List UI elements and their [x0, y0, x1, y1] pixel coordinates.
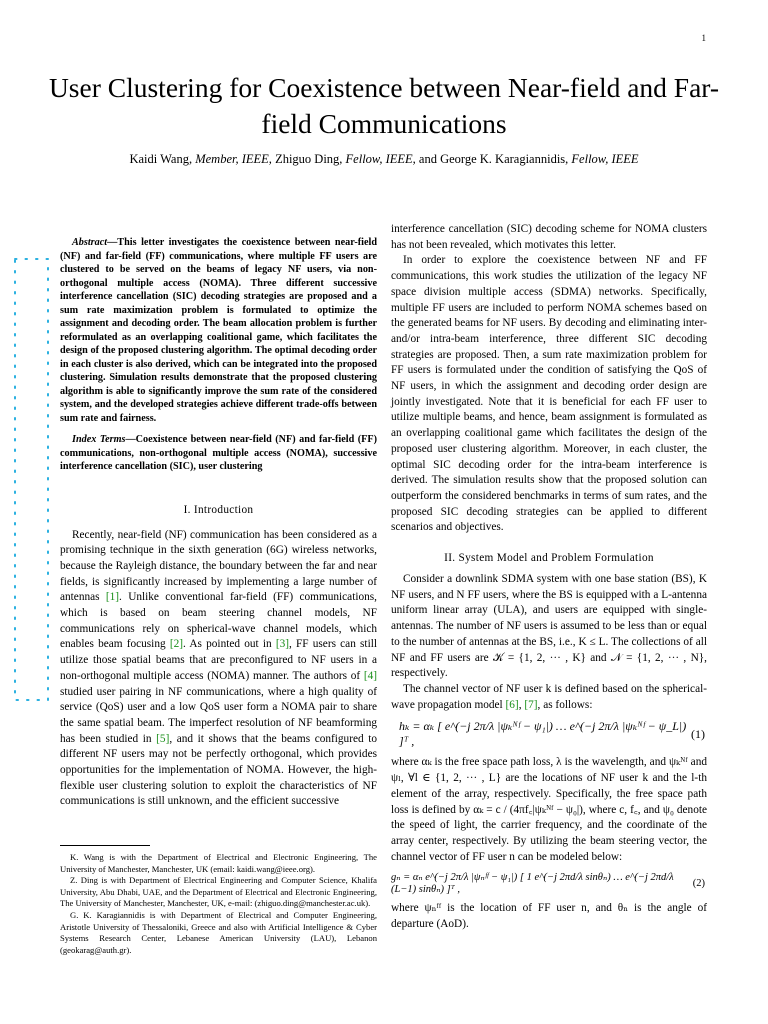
- system-text: ,: [518, 698, 525, 711]
- intro-paragraph-1-continued: interference cancellation (SIC) decoding scheme for NOMA clusters has not been revealed, which motivates this letter.: [391, 223, 707, 251]
- index-terms-text: —Coexistence between near-field (NF) and far-field (FF) communications, non-orthogonal multiple access (NOMA), successive interference cancellation (SIC), user clustering: [60, 434, 377, 472]
- index-terms: [60, 433, 377, 474]
- system-paragraph-3: where αₖ is the free space path loss, λ is the wavelength, and ψₖᴺᶠ and ψₗ, ∀l ∈ {1, 2, ··· , L} are the locations of NF user k and the l-th element of the array, respectively. Specifically, the free space path loss is defined by αₖ = c / (4πf꜀|ψₖᴺᶠ − ψ₀|), where c, f꜀, and ψ₀ denote the speed of light, the carrier frequency, and the coordinate of the array center, respectively. By utilizing the beam steering vector, the channel vector of FF user n can be modeled below:: [391, 756, 707, 863]
- footnote-author-2: Z. Ding is with Department of Electrical Engineering and Computer Science, Khalifa University, Abu Dhabi, UAE, and the Department of Electrical and Electronic Engineering, The University of Manchester, Manchester, UK, e-mail: (zhiguo.ding@manchester.ac.uk).: [60, 875, 377, 909]
- system-paragraph-1: Consider a downlink SDMA system with one base station (BS), K NF users, and N FF users, where the BS is equipped with a L-antenna uniform linear array (ULA), and users are equipped with single-antennas. The number of NF users is assumed to be less than or equal to the number of antennas at the BS, i.e., K ≤ L. The collections of all NF and FF users are 𝒦 = {1, 2, ··· , K} and 𝒩 = {1, 2, ··· , N}, respectively.: [391, 573, 707, 680]
- citation-link[interactable]: [7]: [524, 698, 538, 711]
- footnotes: [60, 852, 377, 956]
- intro-paragraph-2: In order to explore the coexistence between NF and FF communications, this work studies the utilization of the legacy NF space division multiple access (SDMA) networks. Specifically, multiple FF users are included to perform NOMA schemes based on the generated beams for NF users. By decoding and eliminating inter- and/or intra-beam interference, three different SIC decoding strategies are proposed. Then, a sum rate maximization problem for FF users is formulated under the condition of satisfying the QoS of NF users, in which the assignment and decoding order design are jointly investigated. Note that it is beneficial for each FF user to utilize multiple beams, and hence, beam assignment is formulated as an overlapping coalitional game which facilitates the design of the proposed user clustering algorithm. Moreover, in each cluster, the optimal SIC decoding order for the intra-beam interference is derived. The simulation results show that the proposed solution can outperform the considered benchmarks in terms of sum rates, and the proposed SIC decoding strategies can be applied to different scenarios and objectives.: [391, 254, 707, 534]
- intro-text: . As pointed out in: [183, 638, 276, 651]
- right-column: [391, 222, 707, 933]
- author-2-role: Fellow, IEEE,: [345, 152, 416, 166]
- system-paragraph-2: [391, 682, 707, 713]
- citation-link[interactable]: [6]: [505, 698, 519, 711]
- footnote-author-1: K. Wang is with the Department of Electrical and Electronic Engineering, The University of Manchester, Manchester, UK (email: kaidi.wang@ieee.org).: [60, 852, 377, 874]
- author-2: Zhiguo Ding,: [275, 152, 343, 166]
- equation-1-body: hₖ = αₖ [ e^(−j 2π/λ |ψₖᴺᶠ − ψ₁|) … e^(−j 2π/λ |ψₖᴺᶠ − ψ_L|) ]ᵀ ,: [399, 719, 687, 749]
- equation-2-body: gₙ = αₙ e^(−j 2π/λ |ψₙᶠᶠ − ψ₁|) [ 1 e^(−j 2πd/λ sinθₙ) … e^(−j 2πd/λ (L−1) sinθₙ) ]ᵀ ,: [391, 872, 674, 896]
- system-text: , as follows:: [537, 698, 593, 711]
- intro-text: , and it shows that the beams configured to different NF users may not be perfectly orthogonal, which provides opportunities for the implementation of NOMA. However, the high-flexible user clustering solution to exploit the characteristics of NF communications is still unknown, and the efficient successive: [60, 732, 378, 808]
- author-line: [40, 152, 728, 167]
- system-text: The channel vector of NF user k is defined based on the spherical-wave propagation model: [391, 682, 707, 711]
- citation-link[interactable]: [5]: [156, 732, 170, 745]
- paper-title: User Clustering for Coexistence between Near-field and Far-field Communications: [48, 72, 720, 139]
- abstract-text: —This letter investigates the coexistence between near-field (NF) and far-field (FF) communications, where multiple FF users are clustered to be served on the beams of legacy NF users, via non-orthogonal multiple access (NOMA). Three different successive interference cancellation (SIC) decoding strategies are proposed and a sum rate maximization problem is formulated to optimize the assignment and decoding order. The beam allocation problem is further reformulated as an overlapping coalitional game, which facilitates the design of the proposed clustering algorithm. The optimal decoding order in each cluster is also derived, which can be integrated into the proposed clustering. Simulation results demonstrate that the proposed clustering algorithm is able to significantly improve the sum rate of the considered system, and the developed strategies achieve different trade-offs between sum rate and fairness.: [60, 237, 377, 424]
- left-column: [60, 236, 377, 810]
- citation-link[interactable]: [4]: [363, 669, 377, 682]
- footnote-author-3: G. K. Karagiannidis is with Department of Electrical and Computer Engineering, Aristotle University of Thessaloniki, Greece and also with Artificial Intelligence & Cyber Systems Research Center, Lebanese American University (LAU), Lebanon (geokarag@auth.gr).: [60, 909, 377, 955]
- equation-1-number: (1): [691, 726, 705, 741]
- author-1-role: Member, IEEE,: [195, 152, 272, 166]
- intro-text: studied user pairing in NF communications, where a high quality of service (QoS) user and a low QoS user form a NOMA pair to share the same spatial beam. The imperfect resolution of NF beamforming has been studied in: [60, 685, 377, 745]
- section-heading-introduction: I. Introduction: [183, 503, 254, 516]
- intro-paragraph-1: [60, 528, 377, 811]
- citation-link[interactable]: [3]: [275, 638, 289, 651]
- equation-1: [391, 719, 707, 749]
- section-heading-system-model: II. System Model and Problem Formulation: [444, 552, 654, 565]
- equation-2: [391, 871, 707, 895]
- page-number: 1: [701, 33, 706, 43]
- footnote-rule: [60, 845, 150, 846]
- intro-text: , FF users can still utilize those spatial beams that are preconfigured to NF users in a non-orthogonal multiple access (NOMA) manner. The authors of: [60, 638, 377, 682]
- abstract: [60, 236, 377, 425]
- author-3-role: Fellow, IEEE: [571, 152, 639, 166]
- intro-text: Recently, near-field (NF) communication has been considered as a promising technique in the sixth generation (6G) wireless networks, because the Rayleigh distance, the boundary between the far and near fields, is significantly increased by implementing a large number of antennas: [60, 528, 377, 604]
- system-paragraph-4: where ψₙᶠᶠ is the location of FF user n, and θₙ is the angle of departure (AoD).: [391, 902, 707, 931]
- author-1: Kaidi Wang,: [129, 152, 193, 166]
- intro-text: . Unlike conventional far-field (FF) communications, which is based on beam steering channel models, NF communications rely on spherical-wave channel models, which enables beam focusing: [60, 591, 377, 651]
- author-3: and George K. Karagiannidis,: [418, 152, 569, 166]
- abstract-label: Abstract: [72, 237, 108, 248]
- citation-link[interactable]: [2]: [169, 638, 183, 651]
- citation-link[interactable]: [1]: [105, 591, 120, 604]
- dotted-selection-border: [14, 258, 50, 702]
- index-terms-label: Index Terms: [72, 434, 126, 445]
- equation-2-number: (2): [692, 877, 705, 889]
